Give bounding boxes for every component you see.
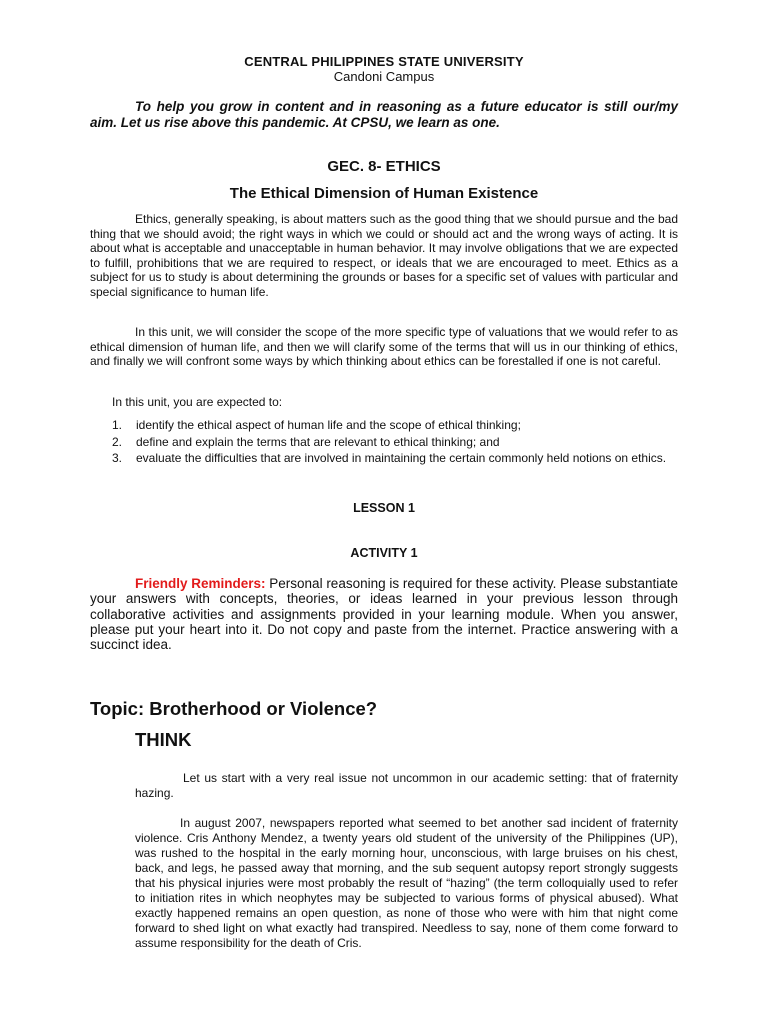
reminder-label: Friendly Reminders: [135,576,266,591]
course-code: GEC. 8- ETHICS [327,158,441,175]
list-number: 1. [112,418,123,432]
list-item [90,418,678,433]
university-name: CENTRAL PHILIPPINES STATE UNIVERSITY [244,54,524,69]
unit-title: The Ethical Dimension of Human Existence [229,185,539,202]
topic-title: Topic: Brotherhood or Violence? [90,698,378,719]
paragraph-hazing-incident: In august 2007, newspapers reported what seemed to bet another sad incident of fraternity violence. Cris Anthony Mendez, a twenty years old student of the university of the Philippines (UP), was rushed to the hospital in the early morning hour, unconscious, with large bruises on his chest, back, and legs, he passed away that morning, and the sub sequent autopsy report strongly suggests that his physical injuries were most probably the result of “hazing” (the term colloquially used to refer to initiation rites in which neophytes may be subjected to various forms of physical abused). What exactly happened remains an open question, as none of those who were with him that night come forward to shed light on what exactly had transpired. Needless to say, none of them come forward to assume responsibility for the death of Cris. [135,816,678,950]
list-text: evaluate the difficulties that are involved in maintaining the certain commonly held notions on ethics. [136,451,667,465]
friendly-reminder [90,576,678,652]
list-item [90,435,678,450]
activity-heading: ACTIVITY 1 [350,546,418,560]
motto: To help you grow in content and in reasoning as a future educator is still our/my aim. Let us rise above this pandemic. At CPSU, we learn as one. [90,99,678,130]
lesson-heading: LESSON 1 [353,501,415,515]
campus-name: Candoni Campus [333,69,435,84]
paragraph-hazing-intro: Let us start with a very real issue not uncommon in our academic setting: that of fraternity hazing. [135,771,678,800]
list-item [90,451,678,466]
list-number: 3. [112,451,123,465]
list-text: define and explain the terms that are relevant to ethical thinking; and [136,434,500,449]
objectives-list [90,418,678,468]
objectives-intro: In this unit, you are expected to: [112,395,283,409]
paragraph-ethics-definition: Ethics, generally speaking, is about matters such as the good thing that we should pursue and the bad thing that we should avoid; the right ways in which we could or should act and the wrong ways of acting. It is about what is acceptable and unacceptable in human behavior. It may involve obligations that we are expected to fulfill, prohibitions that we are required to respect, or ideals that we are encouraged to meet. Ethics as a subject for us to study is about determining the grounds or bases for a specific set of values with particular and special significance to human life. [90,212,679,299]
list-number: 2. [112,434,123,449]
reminder-text: Personal reasoning is required for these activity. Please substantiate your answers with concepts, theories, or ideas learned in your previous lesson through collaborative activities and assignments provided in your learning module. When you answer, please put your heart into it. Do not copy and paste from the internet. Practice answering with a succinct idea. [90,576,679,653]
paragraph-unit-scope: In this unit, we will consider the scope of the more specific type of valuations that we would refer to as ethical dimension of human life, and then we will clarify some of the terms that will us in our thinking of ethics, and finally we will confront some ways by which thinking about ethics can be forestalled if one is not careful. [90,325,678,368]
think-heading: THINK [135,729,192,750]
list-text: identify the ethical aspect of human life and the scope of ethical thinking; [136,418,521,432]
